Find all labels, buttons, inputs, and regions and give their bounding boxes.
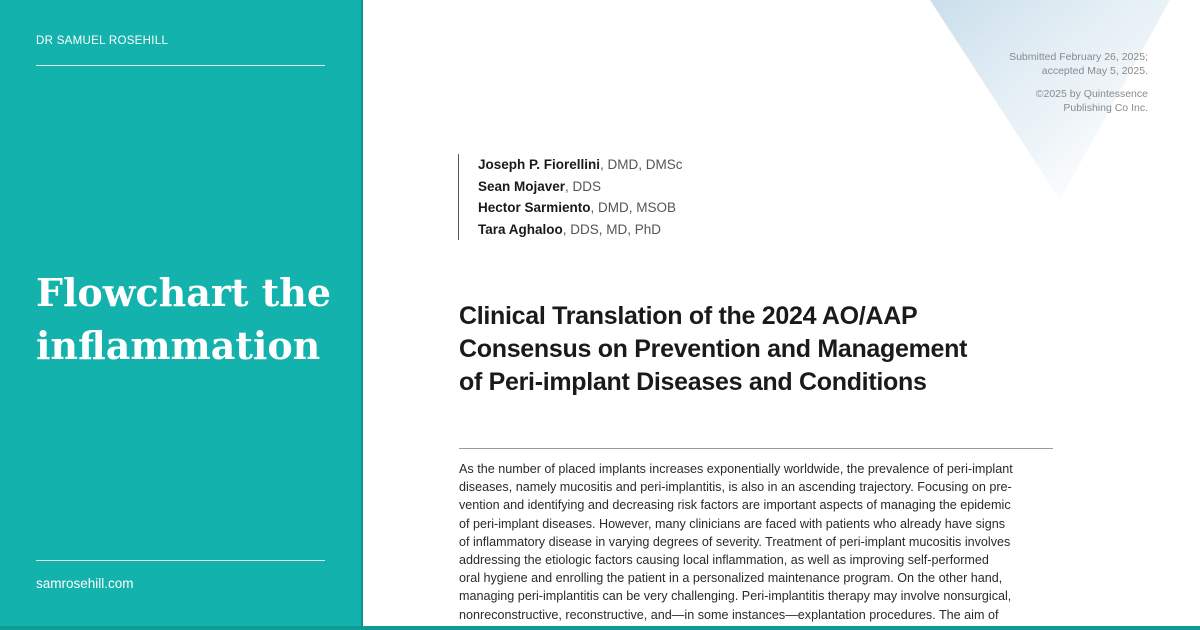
author-credentials: , DMD, DMSc (600, 157, 683, 172)
brand-name[interactable]: DR SAMUEL ROSEHILL (36, 35, 169, 47)
accepted-date: accepted May 5, 2025. (1041, 65, 1148, 77)
author-item (478, 219, 683, 241)
author-item (478, 176, 683, 198)
submitted-date: Submitted February 26, 2025; (1009, 51, 1148, 63)
author-name: Joseph P. Fiorellini (478, 157, 601, 172)
author-item (478, 154, 683, 176)
author-name: Tara Aghaloo (478, 221, 563, 237)
publisher-line: Publishing Co Inc. (1063, 102, 1148, 114)
left-panel (0, 0, 361, 630)
top-divider (36, 65, 325, 66)
author-credentials: , DDS (565, 178, 602, 194)
author-credentials: , DDS, MD, PhD (562, 221, 662, 237)
author-item (478, 197, 683, 219)
site-url-link[interactable]: samrosehill.com (36, 576, 134, 591)
author-list (458, 154, 683, 240)
panel-title: Flowchart the inflammation (36, 270, 332, 368)
author-credentials: , DMD, MSOB (590, 200, 677, 215)
panel-edge (361, 0, 363, 630)
author-name: Sean Mojaver (478, 178, 566, 194)
bottom-bar (0, 626, 1200, 630)
abstract-divider (459, 448, 1053, 449)
abstract-text: As the number of placed implants increases exponentially worldwide, the prevalence of peri-implant diseases, namely mucositis and peri-implantitis, is also in an ascending trajectory. Focusing on pre- vention and identifying and decreasing risk factors are important aspects of managing the epidemic of peri-implant diseases. However, many clinicians are faced with patients who already have signs of inflammatory disease in varying degrees of severity. Treatment of peri-implant mucositis involves addressing the etiologic factors causing local inflammation, as well as improving self-performed oral hygiene and enrolling the patient in a personalized maintenance program. On the other hand, managing peri-implantitis can be very challenging. Peri-implantitis therapy may involve nonsurgical, nonreconstructive, reconstructive, and—in some instances—explantation procedures. The aim of (459, 462, 1013, 622)
bottom-divider (36, 560, 325, 561)
article-title: Clinical Translation of the 2024 AO/AAP Consensus on Prevention and Management of Peri-implant Diseases and Conditions (459, 302, 968, 396)
author-name: Hector Sarmiento (478, 200, 591, 215)
submission-info (1009, 50, 1148, 115)
copyright-line: ©2025 by Quintessence (1035, 88, 1148, 100)
